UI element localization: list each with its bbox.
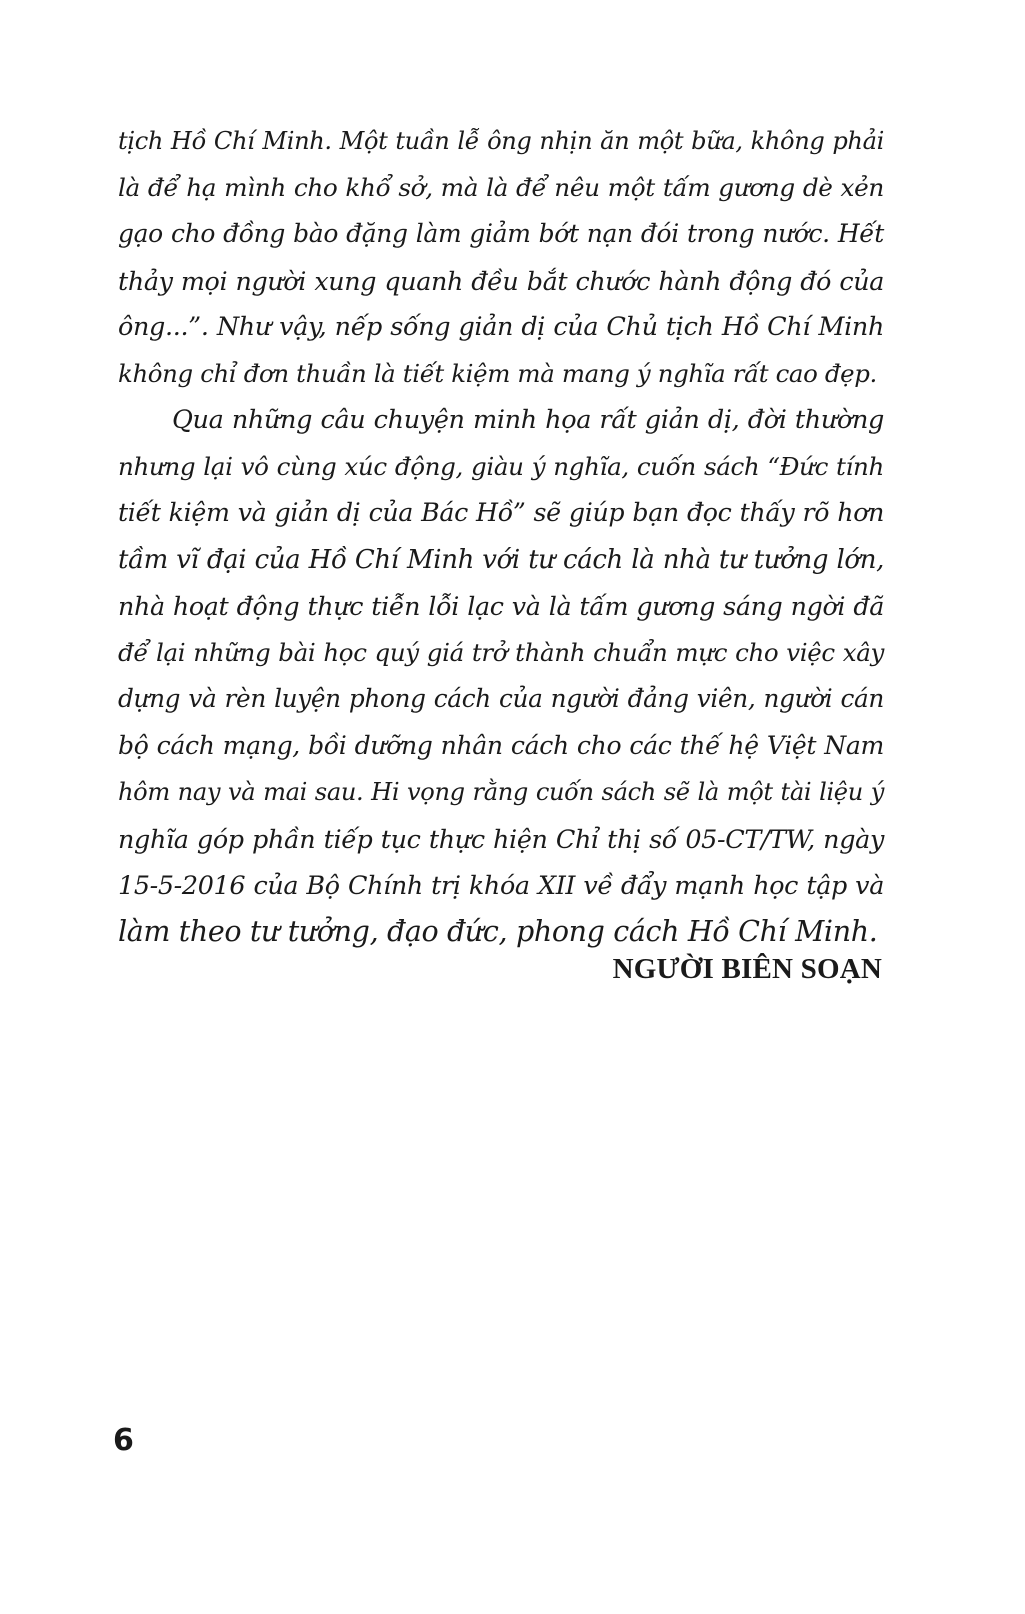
text-line: là để hạ mình cho khổ sở, mà là để nêu một tấm gương dè xẻn [118, 172, 884, 202]
text-line: bộ cách mạng, bồi dưỡng nhân cách cho các thế hệ Việt Nam [118, 730, 884, 760]
body-text [118, 118, 884, 955]
text-line: để lại những bài học quý giá trở thành chuẩn mực cho việc xây [118, 637, 884, 667]
text-line: nhưng lại vô cùng xúc động, giàu ý nghĩa, cuốn sách “Đức tính [118, 451, 884, 481]
text-line: thảy mọi người xung quanh đều bắt chước hành động đó của [118, 265, 884, 296]
text-line: làm theo tư tưởng, đạo đức, phong cách Hồ Chí Minh. [118, 914, 878, 948]
text-line: ông...”. Như vậy, nếp sống giản dị của Chủ tịch Hồ Chí Minh [118, 312, 884, 342]
paragraph-1 [118, 118, 884, 397]
text-line: dựng và rèn luyện phong cách của người đảng viên, người cán [118, 684, 884, 713]
text-line: tiết kiệm và giản dị của Bác Hồ” sẽ giúp bạn đọc thấy rõ hơn [118, 498, 884, 527]
text-line: 15-5-2016 của Bộ Chính trị khóa XII về đẩy mạnh học tập và [118, 870, 884, 900]
text-line: Qua những câu chuyện minh họa rất giản dị, đời thường [172, 405, 884, 435]
text-line: nghĩa góp phần tiếp tục thực hiện Chỉ thị số 05-CT/TW, ngày [118, 823, 884, 854]
text-line: tầm vĩ đại của Hồ Chí Minh với tư cách là nhà tư tưởng lớn, [118, 544, 884, 575]
paragraph-2 [118, 397, 884, 955]
text-line: nhà hoạt động thực tiễn lỗi lạc và là tấm gương sáng ngời đã [118, 591, 884, 621]
text-line: tịch Hồ Chí Minh. Một tuần lễ ông nhịn ăn một bữa, không phải [118, 127, 884, 155]
text-line: gạo cho đồng bào đặng làm giảm bớt nạn đói trong nước. Hết [118, 219, 884, 248]
text-line: không chỉ đơn thuần là tiết kiệm mà mang ý nghĩa rất cao đẹp. [118, 358, 877, 388]
text-line: hôm nay và mai sau. Hi vọng rằng cuốn sách sẽ là một tài liệu ý [118, 778, 884, 806]
page-number: 6 [113, 1423, 134, 1458]
author-signature: NGƯỜI BIÊN SOẠN [612, 953, 882, 985]
